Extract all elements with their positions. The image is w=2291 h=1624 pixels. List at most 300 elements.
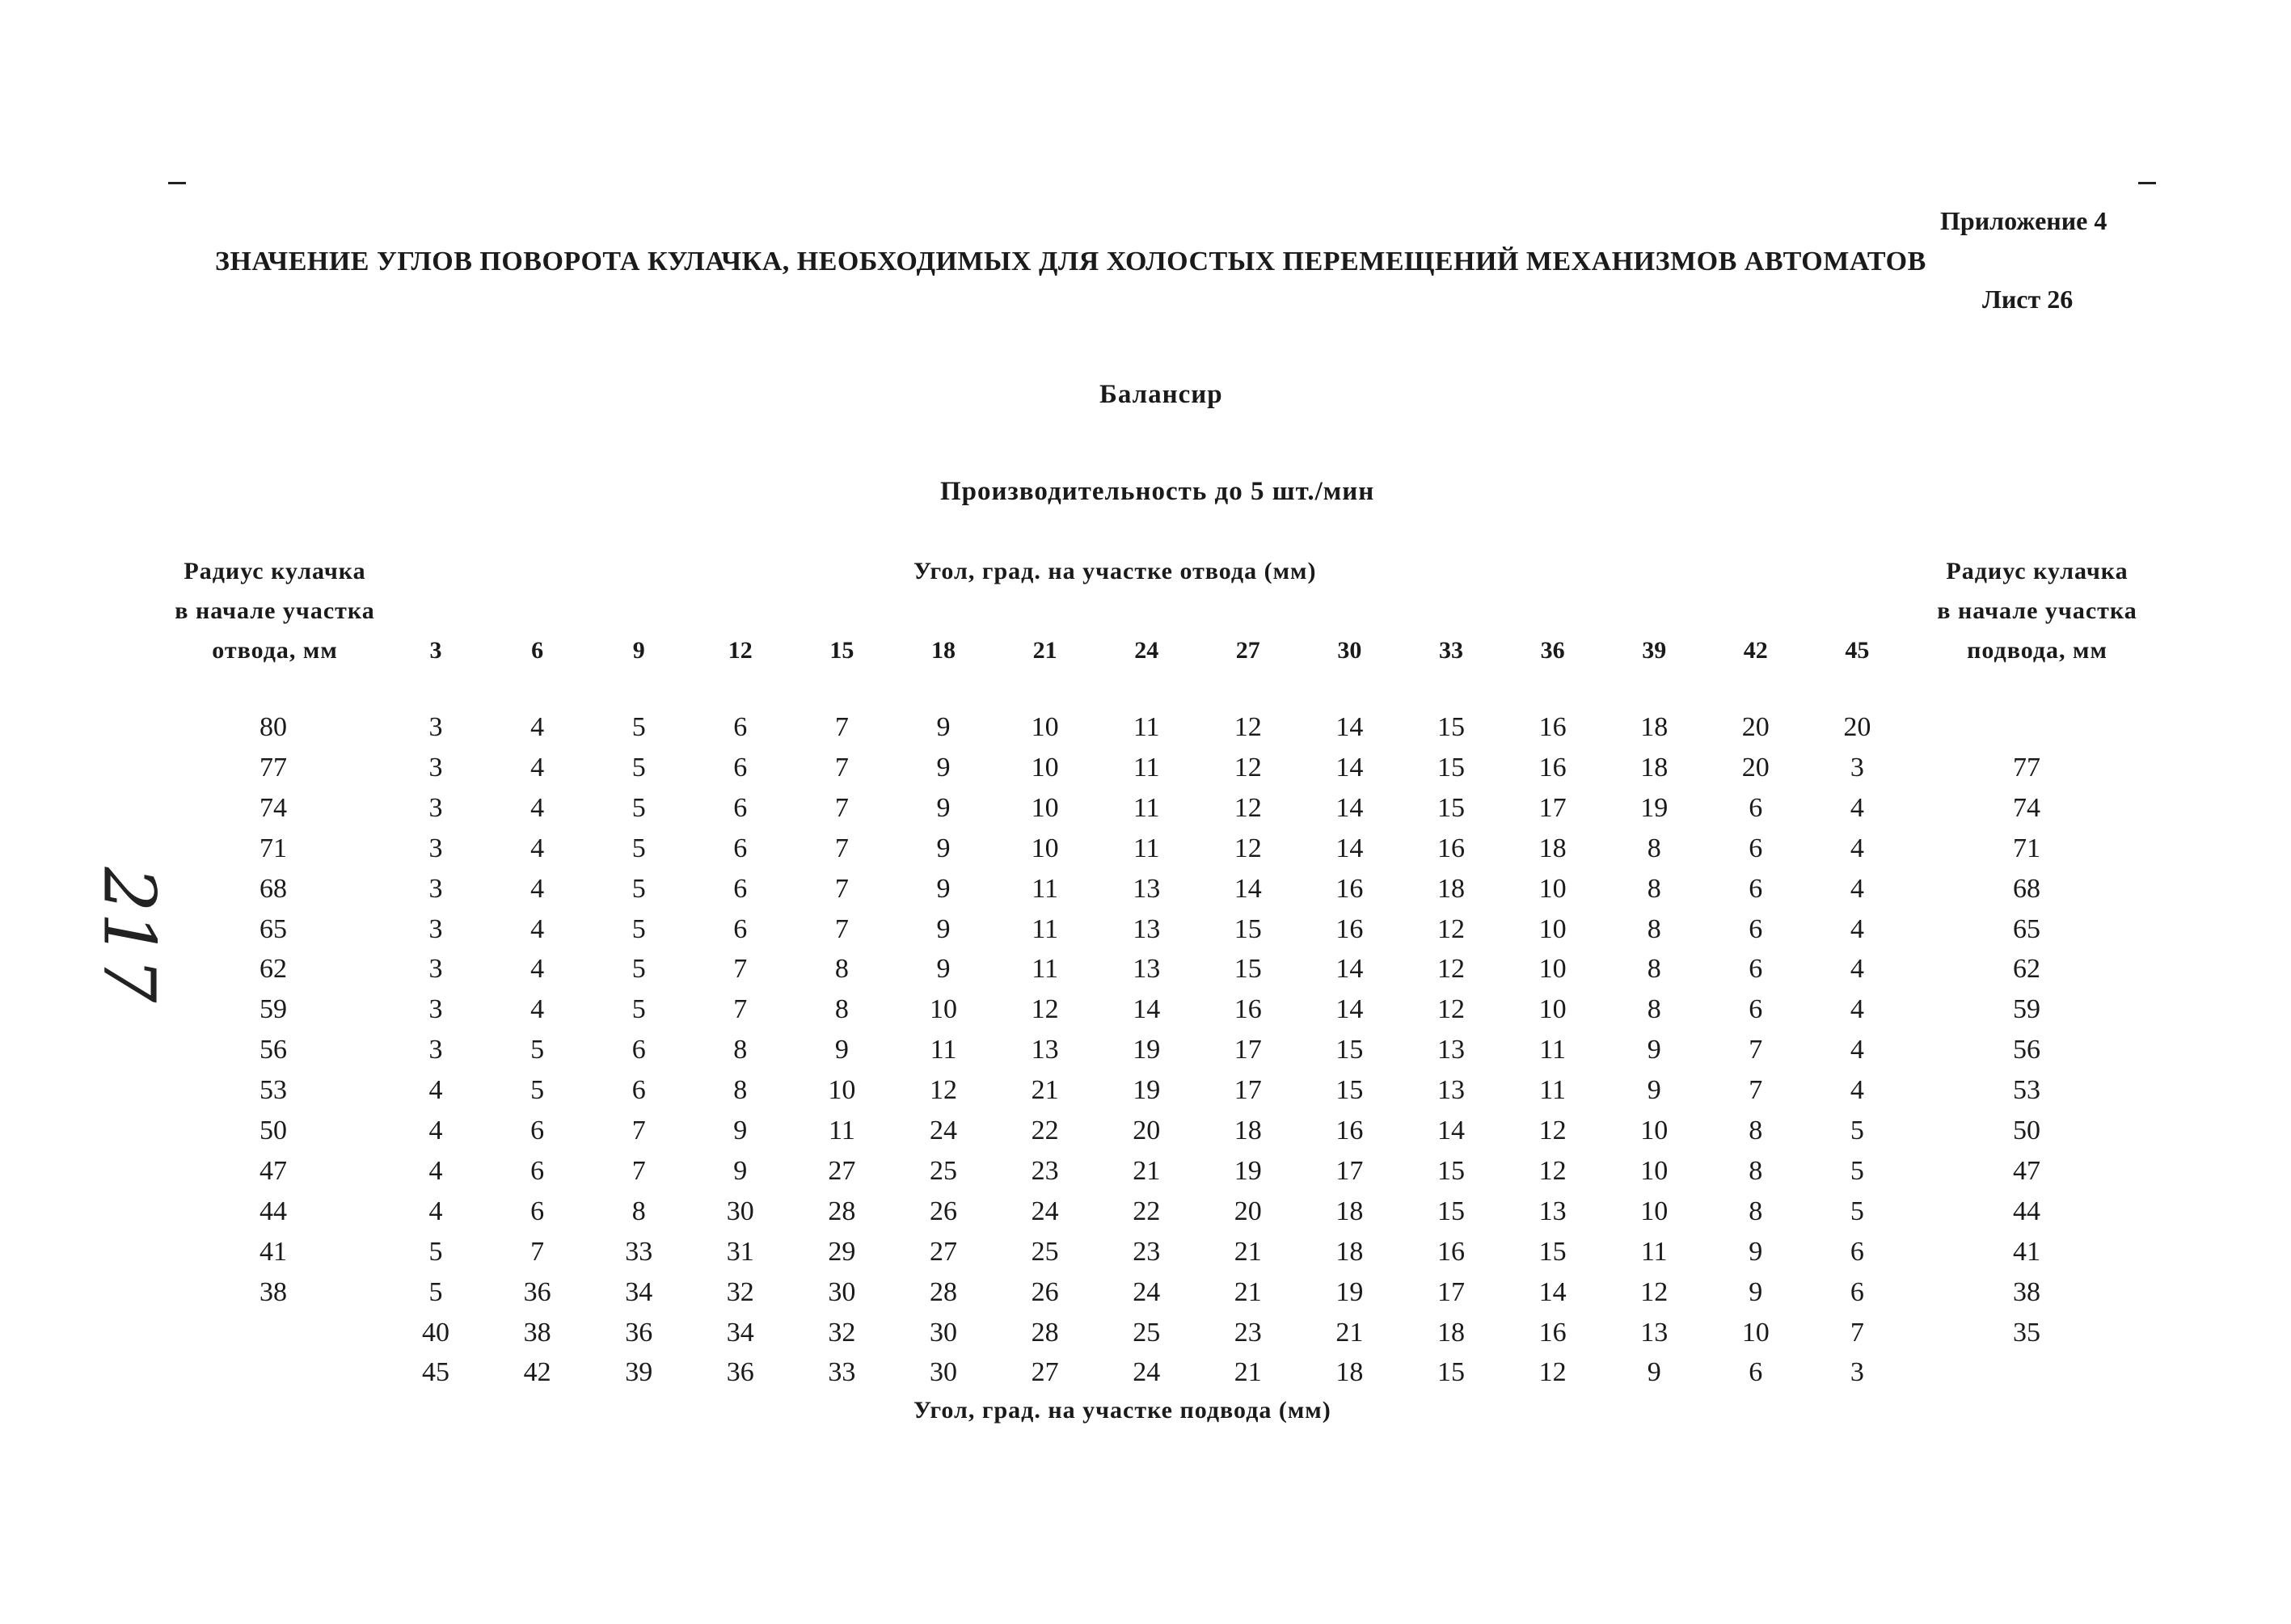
row-left-radius: 50 [259,1116,287,1145]
table-cell: 6 [631,1035,646,1065]
table-cell: 3 [428,873,443,904]
right-header-line: в начале участка [1937,597,2137,624]
table-cell: 9 [733,1116,748,1145]
column-header-15: 15 [829,637,854,664]
table-cell: 5 [428,1236,443,1267]
table-cell: 6 [733,792,748,823]
table-cell: 11 [1133,792,1160,823]
table-cell: 24 [1133,1276,1161,1307]
table-cell: 3 [1850,752,1864,782]
table-cell: 11 [1640,1236,1668,1267]
table-cell: 19 [1133,1075,1161,1106]
table-cell: 15 [1437,1155,1465,1186]
table-cell: 15 [1234,954,1262,985]
row-right-radius: 44 [2013,1196,2040,1226]
table-cell: 7 [733,954,748,985]
table-cell: 26 [1031,1276,1059,1307]
table-cell: 18 [1640,712,1669,742]
table-cell: 20 [1741,712,1770,742]
table-cell: 7 [1850,1317,1864,1348]
table-cell: 3 [428,752,443,782]
table-cell: 6 [530,1155,545,1186]
table-cell: 5 [631,954,646,985]
table-cell: 17 [1234,1075,1262,1106]
table-cell: 3 [428,833,443,863]
table-cell: 8 [1749,1116,1763,1145]
table-cell: 32 [726,1276,754,1307]
table-cell: 18 [1335,1357,1364,1388]
table-cell: 11 [829,1116,855,1145]
table-cell: 6 [733,873,748,904]
table-cell: 4 [1850,873,1864,904]
table-cell: 16 [1234,994,1262,1025]
table-cell: 16 [1538,1317,1567,1348]
column-header-12: 12 [728,637,753,664]
column-header-39: 39 [1642,637,1667,664]
column-header-18: 18 [931,637,956,664]
table-cell: 42 [523,1357,551,1388]
column-header-3: 3 [429,637,442,664]
table-cell: 5 [631,833,646,863]
table-cell: 15 [1437,752,1465,782]
table-cell: 30 [930,1357,957,1388]
table-cell: 4 [1850,792,1864,823]
bottom-axis-label: Угол, град. на участке подвода (мм) [913,1397,1331,1424]
table-cell: 4 [530,913,545,944]
table-cell: 12 [1234,792,1262,823]
table-cell: 7 [834,873,849,904]
table-cell: 22 [1133,1196,1161,1226]
table-cell: 21 [1031,1075,1059,1106]
table-cell: 11 [1133,833,1160,863]
table-cell: 13 [1133,873,1161,904]
table-cell: 11 [1539,1035,1566,1065]
table-cell: 27 [930,1236,957,1267]
table-cell: 18 [1437,1317,1465,1348]
table-cell: 4 [530,873,545,904]
table-cell: 11 [930,1035,957,1065]
table-cell: 21 [1133,1155,1161,1186]
table-cell: 15 [1335,1035,1364,1065]
table-cell: 8 [733,1075,748,1106]
table-cell: 8 [834,994,849,1025]
table-cell: 3 [428,913,443,944]
sheet-label: Лист 26 [1982,285,2074,314]
row-right-radius: 71 [2013,833,2040,863]
table-cell: 40 [422,1317,449,1348]
row-left-radius: 80 [259,712,287,742]
table-cell: 10 [1741,1317,1770,1348]
table-cell: 18 [1437,873,1465,904]
table-cell: 6 [1850,1236,1864,1267]
table-cell: 6 [1850,1276,1864,1307]
row-left-radius: 59 [259,994,287,1025]
table-cell: 25 [1031,1236,1059,1267]
table-cell: 14 [1538,1276,1567,1307]
table-cell: 15 [1335,1075,1364,1106]
row-left-radius: 65 [259,913,287,944]
table-cell: 9 [733,1155,748,1186]
table-cell: 7 [1749,1075,1763,1106]
table-cell: 18 [1335,1236,1364,1267]
row-right-radius: 35 [2013,1317,2040,1348]
table-cell: 20 [1133,1116,1161,1145]
table-cell: 28 [930,1276,957,1307]
table-cell: 12 [930,1075,957,1106]
left-column-header [162,551,388,670]
table-cell: 15 [1437,792,1465,823]
table-cell: 5 [631,712,646,742]
table-cell: 9 [936,954,951,985]
table-cell: 28 [1031,1317,1059,1348]
row-right-radius: 68 [2013,873,2040,904]
table-cell: 13 [1133,913,1161,944]
appendix-label: Приложение 4 [1940,206,2107,235]
row-left-radius: 44 [259,1196,287,1226]
column-header-45: 45 [1845,637,1870,664]
table-cell: 12 [1234,752,1262,782]
row-right-radius: 77 [2013,752,2040,782]
table-cell: 7 [834,833,849,863]
table-cell: 7 [733,994,748,1025]
table-cell: 4 [530,712,545,742]
row-left-radius: 68 [259,873,287,904]
table-cell: 10 [1538,994,1567,1025]
table-cell: 9 [1749,1236,1763,1267]
row-right-radius: 74 [2013,792,2040,823]
table-cell: 12 [1538,1116,1567,1145]
table-cell: 23 [1133,1236,1161,1267]
table-cell: 5 [631,994,646,1025]
table-cell: 12 [1640,1276,1669,1307]
table-cell: 18 [1538,833,1567,863]
table-cell: 14 [1234,873,1262,904]
table-cell: 8 [834,954,849,985]
column-header-21: 21 [1032,637,1057,664]
table-cell: 32 [828,1317,856,1348]
table-cell: 13 [1437,1075,1465,1106]
table-cell: 19 [1133,1035,1161,1065]
row-right-radius: 53 [2013,1075,2040,1106]
table-cell: 4 [1850,994,1864,1025]
table-cell: 9 [936,712,951,742]
table-cell: 17 [1437,1276,1465,1307]
table-cell: 6 [1749,833,1763,863]
table-cell: 19 [1335,1276,1364,1307]
table-cell: 30 [930,1317,957,1348]
table-cell: 10 [1538,873,1567,904]
table-cell: 29 [828,1236,856,1267]
table-cell: 11 [1032,873,1058,904]
table-cell: 16 [1335,873,1364,904]
top-axis-label: Угол, град. на участке отвода (мм) [913,558,1317,584]
table-cell: 36 [726,1357,754,1388]
table-cell: 9 [1749,1276,1763,1307]
table-cell: 10 [930,994,957,1025]
row-right-radius: 62 [2013,954,2040,985]
table-cell: 15 [1437,1357,1465,1388]
table-cell: 25 [930,1155,957,1186]
table-cell: 9 [1647,1075,1661,1106]
table-cell: 4 [1850,913,1864,944]
table-cell: 6 [733,913,748,944]
table-cell: 6 [733,833,748,863]
table-cell: 18 [1234,1116,1262,1145]
table-cell: 28 [828,1196,856,1226]
table-cell: 4 [428,1116,443,1145]
table-cell: 6 [1749,913,1763,944]
table-cell: 8 [1647,913,1661,944]
table-cell: 34 [625,1276,653,1307]
table-cell: 14 [1335,833,1364,863]
table-cell: 21 [1234,1276,1262,1307]
table-cell: 17 [1234,1035,1262,1065]
table-cell: 6 [631,1075,646,1106]
table-cell: 12 [1234,833,1262,863]
table-cell: 7 [1749,1035,1763,1065]
table-cell: 4 [428,1075,443,1106]
table-cell: 4 [1850,954,1864,985]
table-cell: 24 [1031,1196,1059,1226]
row-left-radius: 41 [259,1236,287,1267]
table-cell: 4 [530,833,545,863]
table-cell: 12 [1437,913,1465,944]
table-cell: 13 [1031,1035,1059,1065]
table-cell: 39 [625,1357,653,1388]
table-cell: 23 [1031,1155,1059,1186]
table-cell: 11 [1539,1075,1566,1106]
table-cell: 4 [530,954,545,985]
table-cell: 12 [1538,1155,1567,1186]
table-cell: 30 [726,1196,754,1226]
table-cell: 24 [1133,1357,1161,1388]
table-cell: 4 [428,1155,443,1186]
table-cell: 6 [1749,1357,1763,1388]
row-right-radius: 47 [2013,1155,2040,1186]
row-right-radius: 56 [2013,1035,2040,1065]
table-cell: 17 [1538,792,1567,823]
table-cell: 6 [1749,994,1763,1025]
left-header-line: в начале участка [175,597,375,624]
left-header-line: отвода, мм [212,637,338,664]
table-cell: 4 [530,792,545,823]
table-cell: 25 [1133,1317,1161,1348]
table-cell: 36 [523,1276,551,1307]
column-header-6: 6 [531,637,544,664]
table-cell: 10 [1031,792,1059,823]
table-cell: 3 [428,994,443,1025]
column-header-33: 33 [1439,637,1463,664]
table-cell: 27 [828,1155,856,1186]
table-cell: 15 [1437,712,1465,742]
productivity-subtitle: Производительность до 5 шт./мин [940,477,1375,506]
table-cell: 13 [1133,954,1161,985]
table-cell: 13 [1640,1317,1669,1348]
table-cell: 14 [1437,1116,1465,1145]
table-cell: 4 [1850,1075,1864,1106]
table-cell: 14 [1335,712,1364,742]
table-cell: 10 [1538,954,1567,985]
table-cell: 3 [428,712,443,742]
table-cell: 16 [1437,833,1465,863]
table-cell: 3 [1850,1357,1864,1388]
table-cell: 14 [1335,752,1364,782]
table-cell: 14 [1335,994,1364,1025]
table-cell: 8 [733,1035,748,1065]
row-left-radius: 47 [259,1155,287,1186]
table-cell: 9 [1647,1035,1661,1065]
table-cell: 7 [631,1116,646,1145]
table-cell: 20 [1741,752,1770,782]
table-cell: 33 [828,1357,856,1388]
table-cell: 21 [1335,1317,1364,1348]
row-left-radius: 38 [259,1276,287,1307]
row-left-radius: 77 [259,752,287,782]
table-cell: 12 [1538,1357,1567,1388]
column-header-30: 30 [1337,637,1362,664]
row-right-radius: 59 [2013,994,2040,1025]
table-cell: 4 [530,994,545,1025]
table-cell: 18 [1640,752,1669,782]
table-cell: 20 [1843,712,1871,742]
table-cell: 8 [1647,994,1661,1025]
table-cell: 38 [523,1317,551,1348]
row-right-radius: 50 [2013,1116,2040,1145]
table-cell: 12 [1234,712,1262,742]
table-cell: 45 [422,1357,449,1388]
table-cell: 8 [1647,954,1661,985]
table-cell: 3 [428,1035,443,1065]
table-cell: 14 [1133,994,1161,1025]
table-cell: 3 [428,954,443,985]
table-cell: 19 [1234,1155,1262,1186]
table-cell: 16 [1335,913,1364,944]
right-column-header [1916,551,2158,670]
table-cell: 17 [1335,1155,1364,1186]
table-cell: 21 [1234,1357,1262,1388]
table-cell: 5 [631,913,646,944]
table-cell: 9 [834,1035,849,1065]
table-cell: 4 [1850,1035,1864,1065]
table-cell: 24 [930,1116,957,1145]
row-left-radius: 74 [259,792,287,823]
table-cell: 11 [1032,913,1058,944]
row-right-radius: 41 [2013,1236,2040,1267]
table-cell: 10 [1640,1116,1669,1145]
table-cell: 26 [930,1196,957,1226]
table-cell: 5 [631,873,646,904]
table-cell: 5 [1850,1196,1864,1226]
row-left-radius: 56 [259,1035,287,1065]
table-cell: 10 [828,1075,856,1106]
table-cell: 5 [530,1035,545,1065]
mechanism-title: Балансир [1099,380,1223,409]
corner-mark-right [2138,182,2156,184]
table-cell: 6 [1749,954,1763,985]
table-cell: 6 [733,712,748,742]
table-cell: 7 [631,1155,646,1186]
table-cell: 8 [1749,1155,1763,1186]
table-cell: 7 [834,712,849,742]
table-cell: 11 [1133,712,1160,742]
right-header-line: подвода, мм [1967,637,2107,664]
corner-mark-left [168,182,186,184]
table-cell: 5 [631,752,646,782]
table-cell: 7 [834,752,849,782]
table-cell: 11 [1133,752,1160,782]
table-cell: 13 [1437,1035,1465,1065]
table-cell: 5 [530,1075,545,1106]
table-cell: 11 [1032,954,1058,985]
table-cell: 10 [1031,712,1059,742]
table-cell: 7 [834,792,849,823]
column-header-42: 42 [1743,637,1768,664]
table-cell: 4 [428,1196,443,1226]
row-right-radius: 38 [2013,1276,2040,1307]
table-cell: 7 [530,1236,545,1267]
table-cell: 13 [1538,1196,1567,1226]
table-cell: 4 [1850,833,1864,863]
column-header-36: 36 [1540,637,1565,664]
table-cell: 5 [1850,1116,1864,1145]
handwritten-page-number: 217 [87,867,171,1003]
table-cell: 5 [631,792,646,823]
table-cell: 18 [1335,1196,1364,1226]
right-header-line: Радиус кулачка [1946,558,2129,584]
table-cell: 9 [936,833,951,863]
row-left-radius: 71 [259,833,287,863]
table-cell: 9 [936,873,951,904]
table-cell: 23 [1234,1317,1262,1348]
table-cell: 16 [1335,1116,1364,1145]
page-title: ЗНАЧЕНИЕ УГЛОВ ПОВОРОТА КУЛАЧКА, НЕОБХОДИМЫХ ДЛЯ ХОЛОСТЫХ ПЕРЕМЕЩЕНИЙ МЕХАНИЗМОВ АВТОМАТОВ [215,247,1926,276]
table-cell: 9 [936,913,951,944]
table-cell: 12 [1437,994,1465,1025]
table-cell: 10 [1538,913,1567,944]
table-cell: 12 [1437,954,1465,985]
table-cell: 10 [1031,752,1059,782]
table-cell: 6 [1749,873,1763,904]
table-cell: 16 [1437,1236,1465,1267]
column-header-24: 24 [1134,637,1159,664]
row-left-radius: 62 [259,954,287,985]
table-cell: 6 [733,752,748,782]
table-cell: 6 [530,1116,545,1145]
table-cell: 6 [530,1196,545,1226]
table-cell: 36 [625,1317,653,1348]
table-cell: 15 [1538,1236,1567,1267]
table-cell: 8 [631,1196,646,1226]
table-cell: 33 [625,1236,653,1267]
table-cell: 27 [1031,1357,1059,1388]
row-right-radius: 65 [2013,913,2040,944]
table-cell: 10 [1640,1196,1669,1226]
table-cell: 12 [1031,994,1059,1025]
table-cell: 30 [828,1276,856,1307]
table-cell: 10 [1640,1155,1669,1186]
table-cell: 22 [1031,1116,1059,1145]
table-cell: 21 [1234,1236,1262,1267]
table-cell: 8 [1647,833,1661,863]
table-cell: 34 [726,1317,754,1348]
table-cell: 5 [1850,1155,1864,1186]
table-cell: 14 [1335,792,1364,823]
table-cell: 9 [1647,1357,1661,1388]
column-header-9: 9 [632,637,645,664]
column-header-27: 27 [1235,637,1260,664]
table-cell: 4 [530,752,545,782]
table-cell: 16 [1538,752,1567,782]
